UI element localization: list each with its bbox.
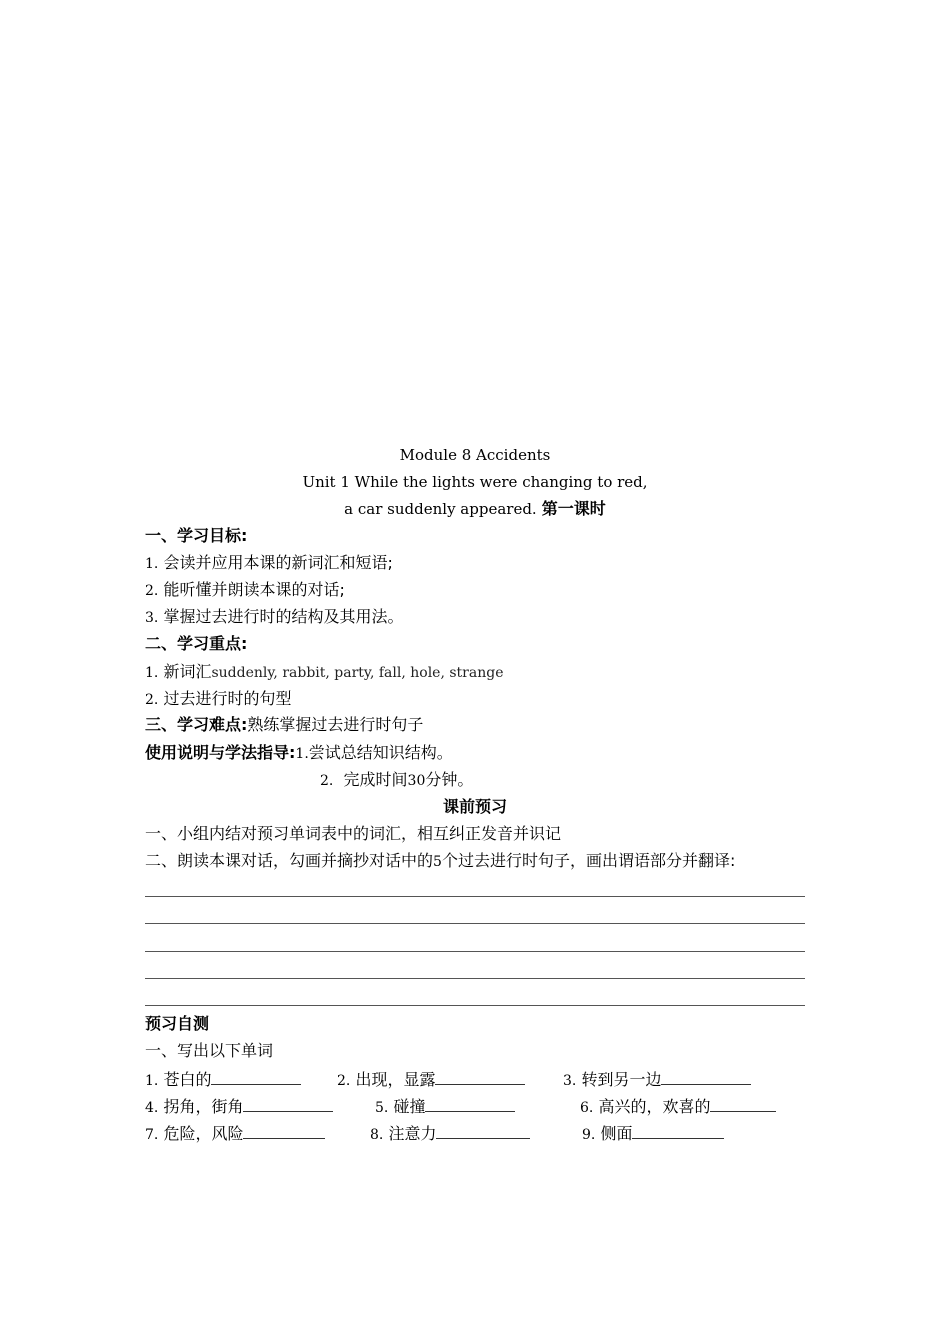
preview-task-1: 一、小组内结对预习单词表中的词汇，相互纠正发音并识记 [145, 824, 562, 843]
guide-line-2: 2. 完成时间30分钟。 [320, 770, 474, 789]
focus-item-1: 1. 新词汇suddenly, rabbit, party, fall, hole, strange [145, 662, 504, 681]
writing-line[interactable] [145, 923, 805, 924]
goal-item-3: 3. 掌握过去进行时的结构及其用法。 [145, 607, 404, 626]
selftest-subheading: 一、写出以下单词 [145, 1041, 274, 1060]
answer-blank[interactable] [243, 1122, 325, 1139]
word-item: 9. 侧面 [582, 1122, 724, 1146]
answer-blank[interactable] [436, 1122, 530, 1139]
unit-title: Unit 1 While the lights were changing to red, [302, 473, 648, 491]
word-item: 2. 出现，显露 [337, 1068, 525, 1092]
answer-blank[interactable] [661, 1068, 751, 1085]
unit-subtitle: a car suddenly appeared. 第一课时 [344, 499, 606, 518]
writing-line[interactable] [145, 896, 805, 897]
word-item: 4. 拐角，街角 [145, 1095, 333, 1119]
guide-line-1: 使用说明与学法指导:1.尝试总结知识结构。 [145, 743, 453, 762]
module-title: Module 8 Accidents [399, 446, 551, 464]
focus-item-2: 2. 过去进行时的句型 [145, 689, 292, 708]
answer-blank[interactable] [632, 1122, 724, 1139]
goals-heading: 一、学习目标: [145, 526, 248, 545]
word-item: 5. 碰撞 [375, 1095, 515, 1119]
focus-heading: 二、学习重点: [145, 634, 248, 653]
difficulty-line: 三、学习难点:熟练掌握过去进行时句子 [145, 715, 424, 734]
word-item: 7. 危险，风险 [145, 1122, 325, 1146]
answer-blank[interactable] [435, 1068, 525, 1085]
writing-line[interactable] [145, 978, 805, 979]
goal-item-2: 2. 能听懂并朗读本课的对话; [145, 580, 345, 599]
answer-blank[interactable] [425, 1095, 515, 1112]
writing-line[interactable] [145, 951, 805, 952]
writing-line[interactable] [145, 1005, 805, 1006]
word-item: 3. 转到另一边 [563, 1068, 751, 1092]
answer-blank[interactable] [211, 1068, 301, 1085]
word-item: 6. 高兴的，欢喜的 [580, 1095, 776, 1119]
word-item: 1. 苍白的 [145, 1068, 301, 1092]
goal-item-1: 1. 会读并应用本课的新词汇和短语; [145, 553, 393, 572]
selftest-heading: 预习自测 [145, 1014, 210, 1033]
answer-blank[interactable] [710, 1095, 776, 1112]
preview-task-2: 二、朗读本课对话，勾画并摘抄对话中的5个过去进行时句子，画出谓语部分并翻译: [145, 851, 736, 870]
answer-blank[interactable] [243, 1095, 333, 1112]
word-item: 8. 注意力 [370, 1122, 530, 1146]
preview-heading: 课前预习 [442, 797, 507, 816]
